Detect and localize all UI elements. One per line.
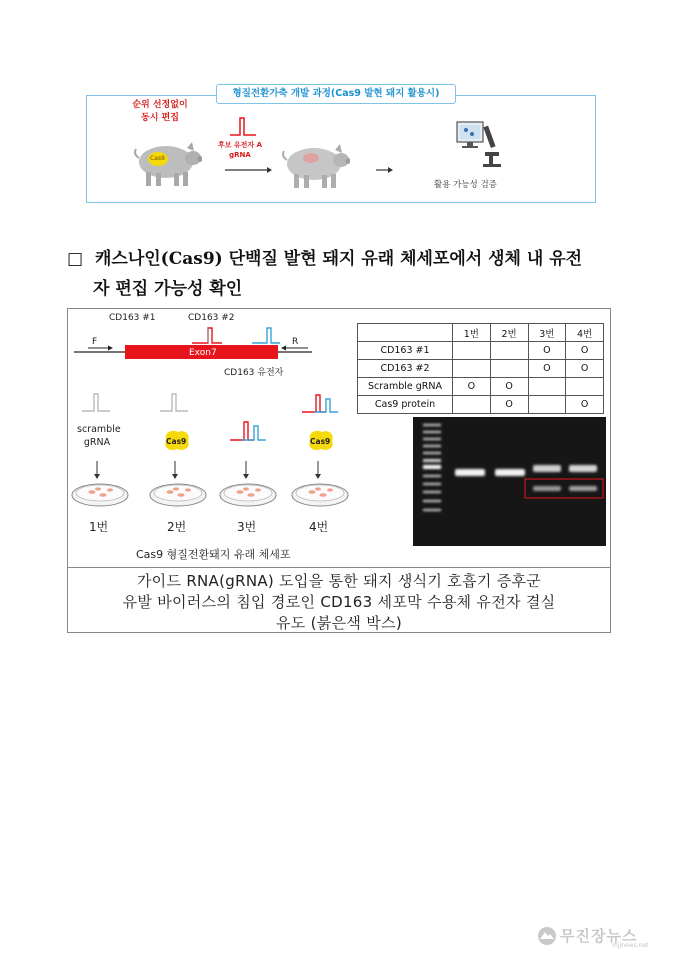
microscope-icon <box>455 118 505 168</box>
cd163-1-label: CD163 #1 <box>109 313 156 323</box>
section-heading <box>67 244 582 269</box>
heading-line1: 캐스나인(Cas9) 단백질 발현 돼지 유래 체세포에서 생체 내 유전 <box>94 249 583 269</box>
simultaneous-edit-label: 순위 선정없이 동시 편집 <box>132 100 188 123</box>
pig-cas9-label: Cas9 <box>150 155 165 162</box>
row-label: CD163 #2 <box>358 360 453 378</box>
cells-label: Cas9 형질전환돼지 유래 체세포 <box>136 548 291 561</box>
table-cell <box>528 378 566 396</box>
table-header-cell: 4번 <box>566 324 604 342</box>
dish-label: 1번 <box>89 520 109 534</box>
table-header-cell: 3번 <box>528 324 566 342</box>
caption-line2: 유발 바이러스의 침입 경로인 CD163 세포막 수용체 유전자 결실 <box>122 593 556 611</box>
table-row <box>358 378 604 396</box>
pig-icon <box>278 136 350 192</box>
scramble-grna-icon <box>158 390 190 414</box>
table-cell <box>453 360 491 378</box>
table-cell: O <box>528 342 566 360</box>
table-cell <box>490 342 528 360</box>
scramble-grna-label: scramble gRNA <box>77 424 121 448</box>
table-row <box>358 360 604 378</box>
arrow-icon <box>223 165 273 175</box>
table-header-cell: 1번 <box>453 324 491 342</box>
exon-label: Exon7 <box>189 348 217 358</box>
table-cell: O <box>528 360 566 378</box>
gene-label: CD163 유전자 <box>224 368 284 378</box>
verify-label: 활용 가능성 검증 <box>434 180 497 190</box>
dish-label: 2번 <box>167 520 187 534</box>
row-label: CD163 #1 <box>358 342 453 360</box>
caption-line1: 가이드 RNA(gRNA) 도입을 통한 돼지 생식기 호흡기 증후군 <box>136 572 542 590</box>
cd163-grna-icon <box>228 418 268 444</box>
petri-dish-icon <box>290 480 350 508</box>
table-cell <box>566 378 604 396</box>
pig-icon <box>130 134 202 190</box>
reverse-primer-label: R <box>292 337 299 347</box>
table-cell: O <box>453 378 491 396</box>
watermark-url: mjjnews.net <box>612 942 649 949</box>
down-arrow-icon <box>170 460 180 480</box>
dish-label: 4번 <box>309 520 329 534</box>
down-arrow-icon <box>241 460 251 480</box>
arrow-icon <box>374 165 394 175</box>
table-row <box>358 342 604 360</box>
down-arrow-icon <box>92 460 102 480</box>
process-title: 형질전환가축 개발 과정(Cas9 발현 돼지 활용시) <box>216 84 456 104</box>
down-arrow-icon <box>313 460 323 480</box>
cas9-label: Cas9 <box>166 437 187 446</box>
forward-primer-label: F <box>92 337 98 347</box>
table-header-row <box>358 324 604 342</box>
table-cell: O <box>490 378 528 396</box>
gel-image <box>413 417 606 546</box>
heading-line2: 자 편집 가능성 확인 <box>93 279 243 299</box>
treatment-table <box>357 323 604 414</box>
cd163-grna-icon <box>300 392 340 416</box>
candidate-gene-label: 후보 유전자 A gRNA <box>217 141 263 159</box>
gene-diagram <box>72 322 322 370</box>
row-label: Cas9 protein <box>358 396 453 414</box>
table-cell <box>453 396 491 414</box>
petri-dish-icon <box>218 480 278 508</box>
cas9-label: Cas9 <box>310 437 331 446</box>
table-header-cell: 2번 <box>490 324 528 342</box>
petri-dish-icon <box>70 480 130 508</box>
table-cell <box>453 342 491 360</box>
watermark-logo-icon <box>536 926 558 946</box>
cd163-2-label: CD163 #2 <box>188 313 235 323</box>
heading-bullet: □ <box>67 249 84 269</box>
table-cell: O <box>566 396 604 414</box>
grna-icon <box>228 115 258 139</box>
caption-line3: 유도 (붉은색 박스) <box>276 614 402 632</box>
table-cell <box>490 360 528 378</box>
table-corner-cell <box>358 324 453 342</box>
row-label: Scramble gRNA <box>358 378 453 396</box>
dish-label: 3번 <box>237 520 257 534</box>
watermark-text: 무진장뉴스 <box>560 927 638 945</box>
petri-dish-icon <box>148 480 208 508</box>
table-cell: O <box>566 360 604 378</box>
table-cell: O <box>566 342 604 360</box>
table-cell: O <box>490 396 528 414</box>
table-row <box>358 396 604 414</box>
scramble-grna-icon <box>80 390 112 414</box>
table-cell <box>528 396 566 414</box>
